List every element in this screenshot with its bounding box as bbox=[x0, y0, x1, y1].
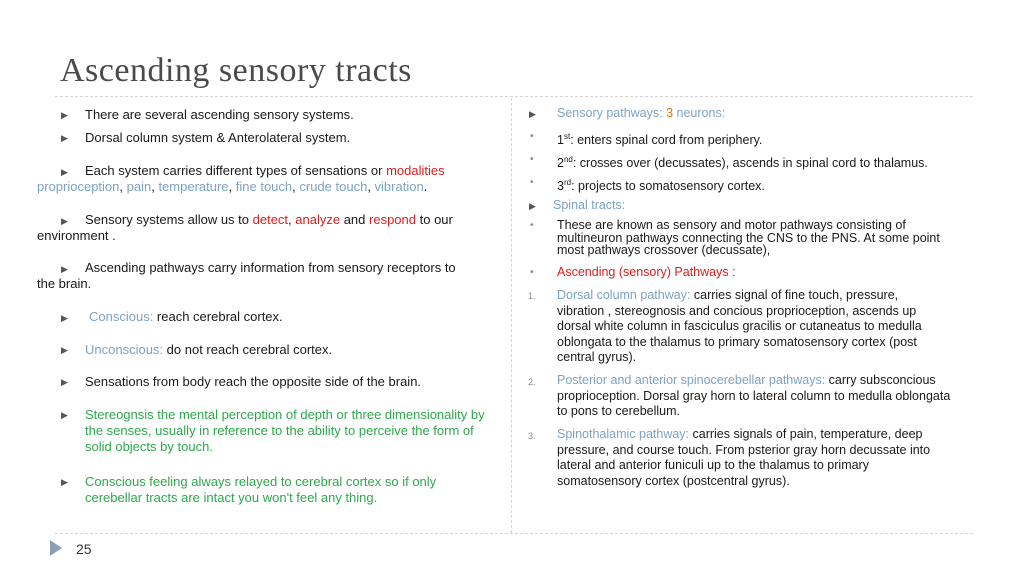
right-sub-1: 1st: enters spinal cord from periphery. bbox=[557, 132, 763, 148]
right-numbered-3: Spinothalamic pathway: carries signals of pain, temperature, deep pressure, and course touch. From psterior gray horn decussate into lateral and anterior funiculi up to the thalamus to primary somatosensory cortex (postcentral gyrus). bbox=[557, 427, 931, 488]
left-bullet-6: Conscious: reach cerebral cortex. bbox=[89, 309, 283, 324]
list-number: 3. bbox=[528, 431, 536, 441]
bullet-triangle-icon: ▶ bbox=[61, 133, 68, 143]
right-bullet-2: Spinal tracts: bbox=[553, 198, 626, 212]
right-bullet-1: Sensory pathways: 3 neurons: bbox=[557, 106, 726, 120]
page-title: Ascending sensory tracts bbox=[60, 52, 412, 89]
right-sub-3: 3rd: projects to somatosensory cortex. bbox=[557, 178, 765, 194]
bullet-triangle-icon: ▶ bbox=[529, 201, 536, 211]
page-arrow-icon bbox=[50, 540, 62, 556]
right-numbered-2: Posterior and anterior spinocerebellar pathways: carry subsconcious proprioception. Dorsal gray horn to lateral column to medulla oblongata to pons to cerebellum. bbox=[557, 373, 951, 418]
small-dot-icon: • bbox=[530, 177, 534, 188]
left-bullet-2: Dorsal column system & Anterolateral system. bbox=[85, 130, 351, 145]
bullet-triangle-icon: ▶ bbox=[529, 109, 536, 119]
right-numbered-1: Dorsal column pathway: carries signal of fine touch, pressure, vibration , stereognosis and concious proprioception, ascends up dorsal white column in fasciculus gracilis or cutaneatus to medulla oblongata to the thalamus to primary somatosensory cortex (post central gyrus). bbox=[557, 288, 922, 364]
small-dot-icon: • bbox=[530, 131, 534, 142]
bullet-triangle-icon: ▶ bbox=[61, 264, 68, 274]
page-number: 25 bbox=[76, 541, 92, 557]
small-dot-icon: • bbox=[530, 154, 534, 165]
bullet-triangle-icon: ▶ bbox=[61, 167, 68, 177]
left-bullet-1: There are several ascending sensory systems. bbox=[85, 107, 354, 122]
bullet-triangle-icon: ▶ bbox=[61, 110, 68, 120]
small-dot-icon: • bbox=[530, 220, 534, 231]
left-bullet-9: Stereognsis the mental perception of depth or three dimensionality by the senses, usually in reference to the ability to perceive the form of solid objects by touch. bbox=[85, 407, 485, 454]
left-bullet-3: Each system carries different types of sensations or modalities proprioception, pain, temperature, fine touch, crude touch, vibration. bbox=[37, 163, 445, 194]
left-bullet-8: Sensations from body reach the opposite side of the brain. bbox=[85, 374, 422, 389]
bullet-triangle-icon: ▶ bbox=[61, 313, 68, 323]
list-number: 1. bbox=[528, 291, 536, 301]
modalities-term: modalities bbox=[386, 163, 445, 178]
left-bullet-4: Sensory systems allow us to detect, analyze and respond to our environment . bbox=[37, 212, 453, 243]
bullet-triangle-icon: ▶ bbox=[61, 477, 68, 487]
right-sub-2: 2nd: crosses over (decussates), ascends in spinal cord to thalamus. bbox=[557, 155, 928, 171]
column-divider bbox=[511, 98, 512, 533]
bullet-triangle-icon: ▶ bbox=[61, 216, 68, 226]
bullet-triangle-icon: ▶ bbox=[61, 377, 68, 387]
left-bullet-5: Ascending pathways carry information from sensory receptors to the brain. bbox=[37, 260, 456, 291]
bullet-triangle-icon: ▶ bbox=[61, 345, 68, 355]
title-divider bbox=[55, 96, 973, 97]
small-dot-icon: • bbox=[530, 267, 534, 278]
list-number: 2. bbox=[528, 377, 536, 387]
right-sub-4: These are known as sensory and motor pathways consisting of multineuron pathways connecting the CNS to the PNS. At some point most pathways crossover (decussate), bbox=[557, 218, 940, 257]
footer-divider bbox=[55, 533, 973, 534]
left-bullet-7: Unconscious: do not reach cerebral cortex. bbox=[85, 342, 333, 357]
left-bullet-10: Conscious feeling always relayed to cerebral cortex so if only cerebellar tracts are intact you won't feel any thing. bbox=[85, 474, 437, 505]
right-sub-5: Ascending (sensory) Pathways : bbox=[557, 265, 736, 279]
bullet-triangle-icon: ▶ bbox=[61, 410, 68, 420]
